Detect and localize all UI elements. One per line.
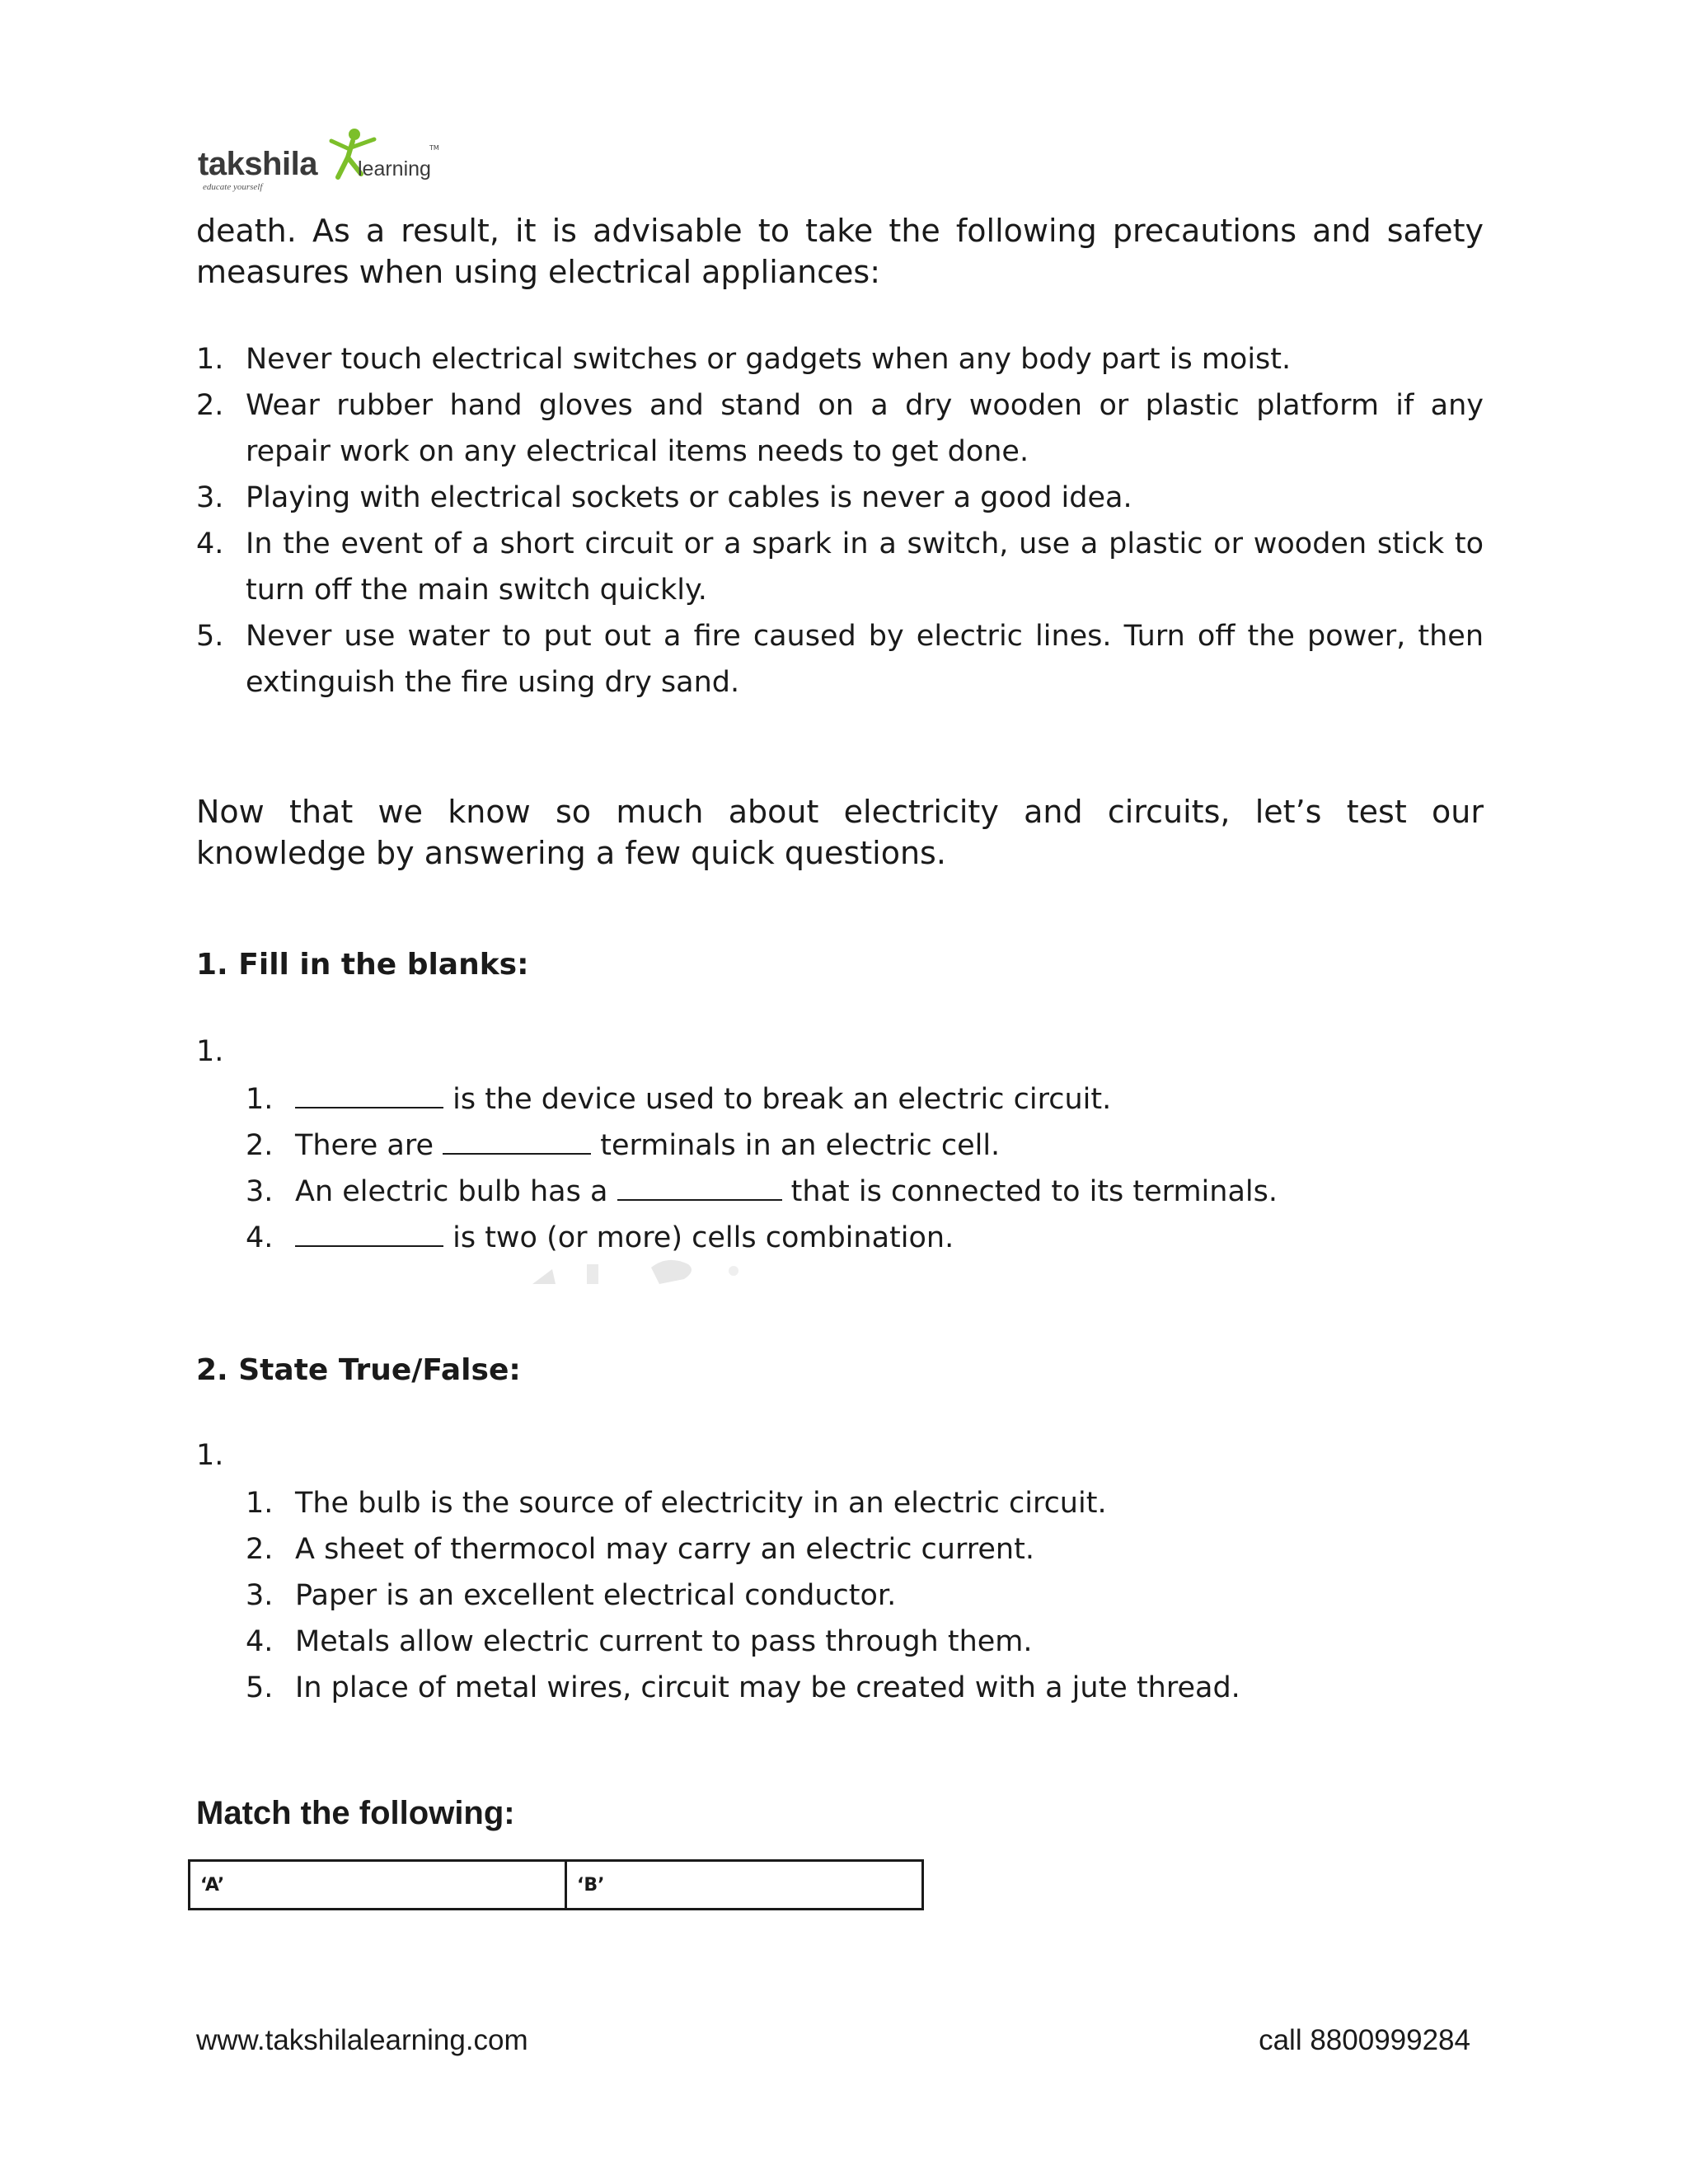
item-number: 1.	[246, 1487, 274, 1520]
item-text: Paper is an excellent electrical conductor.	[295, 1579, 897, 1612]
logo-tagline: educate yourself	[203, 182, 263, 192]
answer-blank[interactable]	[295, 1082, 443, 1108]
outer-number: 1.	[196, 1439, 224, 1472]
item-number: 4.	[246, 1625, 274, 1658]
match-table	[188, 1859, 924, 1910]
answer-blank[interactable]	[295, 1221, 443, 1247]
list-item	[246, 1215, 1400, 1261]
item-text: Playing with electrical sockets or cables is never a good idea.	[246, 481, 1132, 514]
fill-blanks-list	[246, 1076, 1400, 1261]
item-text: Wear rubber hand gloves and stand on a dry wooden or plastic platform if any	[246, 389, 1484, 422]
item-number: 1.	[246, 1083, 274, 1116]
intro-paragraph	[196, 210, 1484, 293]
item-text: extinguish the fire using dry sand.	[246, 666, 740, 699]
list-item	[196, 613, 1484, 705]
logo-suffix: learning	[358, 157, 431, 180]
test-intro-paragraph	[196, 791, 1484, 874]
answer-blank[interactable]	[443, 1128, 591, 1155]
list-item	[246, 1480, 1400, 1526]
takshila-logo	[196, 128, 443, 194]
item-number: 5.	[246, 1671, 274, 1704]
item-text: Metals allow electric current to pass through them.	[295, 1625, 1033, 1658]
list-item	[246, 1122, 1400, 1169]
logo-trademark: TM	[429, 144, 439, 152]
true-false-list	[246, 1480, 1400, 1711]
item-text: terminals in an electric cell.	[591, 1129, 1001, 1162]
table-row	[190, 1861, 923, 1910]
footer-website-link[interactable]: www.takshilalearning.com	[196, 2024, 528, 2056]
list-item	[196, 475, 1484, 521]
item-number: 3.	[246, 1579, 274, 1612]
item-text: Never touch electrical switches or gadgets when any body part is moist.	[246, 343, 1292, 376]
column-b-header: ‘B’	[566, 1861, 923, 1910]
list-item	[246, 1619, 1400, 1665]
item-number: 5.	[196, 620, 224, 653]
answer-blank[interactable]	[617, 1174, 782, 1201]
item-number: 4.	[246, 1221, 274, 1254]
item-number: 3.	[196, 481, 224, 514]
list-item	[196, 382, 1484, 475]
list-item	[246, 1572, 1400, 1619]
item-number: 4.	[196, 527, 224, 560]
outer-number: 1.	[196, 1035, 224, 1068]
list-item	[246, 1665, 1400, 1711]
item-text: An electric bulb has a	[295, 1175, 617, 1208]
fill-blanks-heading: 1. Fill in the blanks:	[196, 948, 529, 982]
list-item	[246, 1169, 1400, 1215]
match-heading: Match the following:	[196, 1795, 515, 1831]
item-number: 2.	[246, 1533, 274, 1566]
column-a-header: ‘A’	[190, 1861, 566, 1910]
true-false-heading: 2. State True/False:	[196, 1353, 521, 1387]
list-item	[246, 1076, 1400, 1122]
list-item	[196, 336, 1484, 382]
item-text: is the device used to break an electric circuit.	[443, 1083, 1112, 1116]
safety-precautions-list	[196, 336, 1484, 705]
footer-phone: call 8800999284	[1259, 2024, 1470, 2056]
item-text: In the event of a short circuit or a spark in a switch, use a plastic or wooden stick to	[246, 527, 1484, 560]
intro-line: death. As a result, it is advisable to take the following precautions and safety	[196, 213, 1484, 249]
item-text: There are	[295, 1129, 443, 1162]
item-text: is two (or more) cells combination.	[443, 1221, 954, 1254]
logo-brand: takshila	[198, 146, 317, 182]
item-number: 3.	[246, 1175, 274, 1208]
item-text: Never use water to put out a fire caused by electric lines. Turn off the power, then	[246, 620, 1484, 653]
test-intro-line: Now that we know so much about electricity and circuits, let’s test our	[196, 794, 1484, 830]
item-text: that is connected to its terminals.	[781, 1175, 1278, 1208]
item-number: 1.	[196, 343, 224, 376]
test-intro-line: knowledge by answering a few quick questions.	[196, 835, 946, 871]
item-text: turn off the main switch quickly.	[246, 574, 707, 607]
watermark-graphic	[528, 1246, 775, 1287]
item-number: 2.	[196, 389, 224, 422]
item-text: The bulb is the source of electricity in an electric circuit.	[295, 1487, 1107, 1520]
item-text: In place of metal wires, circuit may be created with a jute thread.	[295, 1671, 1240, 1704]
intro-line: measures when using electrical appliances:	[196, 254, 881, 290]
item-text: repair work on any electrical items needs to get done.	[246, 435, 1029, 468]
list-item	[196, 521, 1484, 613]
item-text: A sheet of thermocol may carry an electric current.	[295, 1533, 1034, 1566]
item-number: 2.	[246, 1129, 274, 1162]
list-item	[246, 1526, 1400, 1572]
